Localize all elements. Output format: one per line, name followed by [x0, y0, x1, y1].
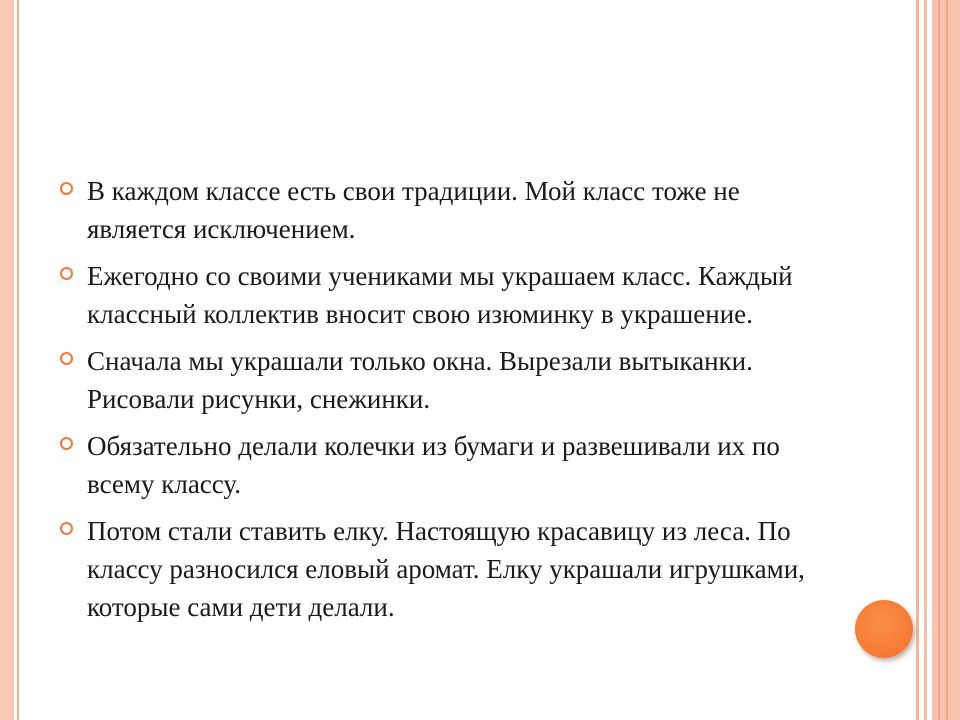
bullet-item: [60, 172, 820, 248]
bullet-text: Обязательно делали колечки из бумаги и развешивали их по всему классу.: [87, 431, 780, 499]
decorative-orange-circle: [855, 600, 913, 658]
bullet-item: [60, 427, 820, 503]
circle-bullet-icon: [60, 437, 73, 450]
right-stripe-line: [938, 0, 940, 720]
circle-bullet-icon: [60, 352, 73, 365]
bullet-item: [60, 257, 820, 333]
right-stripe: [916, 0, 919, 720]
circle-bullet-icon: [60, 182, 73, 195]
circle-bullet-icon: [60, 267, 73, 280]
bullet-text: В каждом классе есть свои традиции. Мой класс тоже не является исключением.: [87, 176, 740, 244]
bullet-item: [60, 342, 820, 418]
right-stripes: [916, 0, 960, 720]
slide-body: [60, 172, 820, 635]
left-border-band: [0, 0, 14, 720]
left-border-line: [17, 0, 19, 720]
bullet-text: Сначала мы украшали только окна. Вырезали вытыканки. Рисовали рисунки, снежинки.: [87, 346, 753, 414]
bullet-list: [60, 172, 820, 626]
circle-bullet-icon: [60, 522, 73, 535]
bullet-text: Ежегодно со своими учениками мы украшаем класс. Каждый классный коллектив вносит свою изюминку в украшение.: [87, 261, 793, 329]
right-stripe-line: [946, 0, 948, 720]
bullet-text: Потом стали ставить елку. Настоящую красавицу из леса. По классу разносился еловый аромат. Елку украшали игрушками, которые сами дети делали.: [87, 516, 805, 622]
right-stripe: [924, 0, 927, 720]
bullet-item: [60, 512, 820, 626]
